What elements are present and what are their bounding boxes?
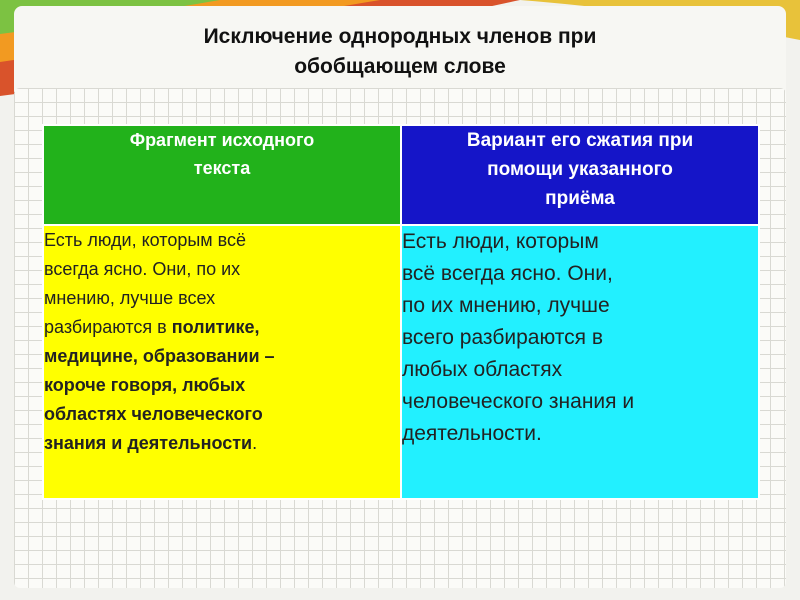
- table-header-row: [43, 125, 759, 225]
- title-line-1: Исключение однородных членов при: [203, 25, 597, 48]
- title-line-2: обобщающем слове: [294, 55, 506, 78]
- text-line: мнению, лучше всех: [44, 288, 216, 308]
- header-original-fragment: [43, 125, 401, 225]
- header-right-line: помощи указанного: [487, 159, 673, 180]
- text-line: всегда ясно. Они, по их: [44, 259, 241, 279]
- text-bold: политике,: [171, 317, 260, 337]
- text-line: по их мнению, лучше: [402, 294, 610, 317]
- text-line: Есть люди, которым всё: [44, 230, 247, 250]
- header-left-line: текста: [193, 158, 251, 178]
- text-line: человеческого знания и: [402, 390, 635, 413]
- original-text-cell: [43, 225, 401, 499]
- text-line: деятельности.: [402, 422, 542, 445]
- page-title: [100, 22, 700, 82]
- text-line: Есть люди, которым: [402, 230, 599, 253]
- text-line: всё всегда ясно. Они,: [402, 262, 613, 285]
- comparison-table: [42, 124, 760, 500]
- table-row: [43, 225, 759, 499]
- compressed-text-cell: [401, 225, 759, 499]
- text-line: [44, 313, 400, 342]
- header-left-line: Фрагмент исходного: [129, 130, 315, 150]
- text-line: [44, 429, 400, 458]
- text-bold: знания и деятельности: [44, 433, 253, 453]
- header-right-line: Вариант его сжатия при: [466, 130, 694, 151]
- text-line-bold: короче говоря, любых: [44, 375, 246, 395]
- text-line-bold: областях человеческого: [44, 404, 263, 424]
- text-line: всего разбираются в: [402, 326, 603, 349]
- text-plain: разбираются в: [44, 317, 172, 337]
- text-line: любых областях: [402, 358, 563, 381]
- header-compressed-variant: [401, 125, 759, 225]
- text-plain: .: [252, 433, 258, 453]
- text-line-bold: медицине, образовании –: [44, 346, 275, 366]
- header-right-line: приёма: [545, 188, 615, 209]
